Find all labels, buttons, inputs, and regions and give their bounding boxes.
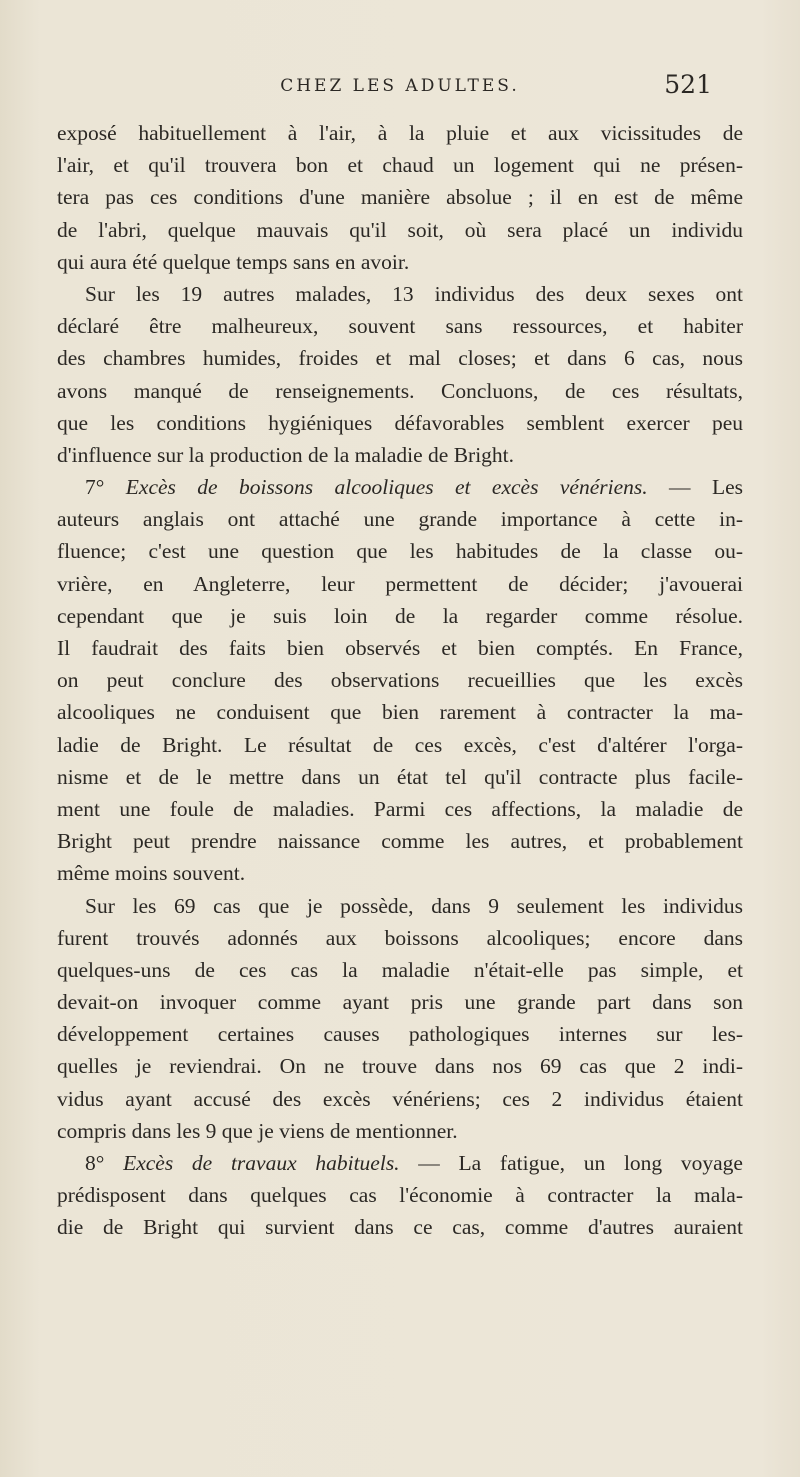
- line-text: qui aura été quelque temps sans en avoir.: [57, 249, 410, 274]
- line-text: 7°: [85, 475, 126, 500]
- text-line: [57, 278, 743, 310]
- page-header: [0, 70, 800, 106]
- text-line: [57, 503, 743, 535]
- line-text: Il faudrait des faits bien observés et bien comptés. En France,: [57, 636, 743, 660]
- line-text: Sur les 69 cas que je possède, dans 9 seulement les individus: [85, 893, 743, 918]
- line-text: déclaré être malheureux, souvent sans ressources, et habiter: [57, 314, 743, 339]
- line-text: des chambres humides, froides et mal closes; et dans 6 cas, nous: [57, 346, 743, 371]
- line-text: devait-on invoquer comme ayant pris une grande part dans son: [57, 990, 743, 1015]
- line-text: Sur les 19 autres malades, 13 individus des deux sexes ont: [85, 281, 743, 306]
- line-text: auteurs anglais ont attaché une grande importance à cette in-: [57, 507, 743, 532]
- line-text: die de Bright qui survient dans ce cas, comme d'autres auraient: [57, 1215, 743, 1240]
- line-text: même moins souvent.: [57, 861, 246, 886]
- text-line: [57, 342, 743, 374]
- text-line: [57, 246, 743, 278]
- line-text: ladie de Bright. Le résultat de ces excès, c'est d'altérer l'orga-: [57, 732, 743, 757]
- text-line: [57, 1083, 743, 1115]
- line-text: quelles je reviendrai. On ne trouve dans nos 69 cas que 2 indi-: [57, 1054, 743, 1079]
- text-line: [57, 439, 743, 471]
- text-line: [57, 825, 743, 857]
- line-text: 8°: [85, 1151, 124, 1175]
- line-text: vrière, en Angleterre, leur permettent de décider; j'avouerai: [57, 571, 743, 596]
- line-text: vidus ayant accusé des excès vénériens; ces 2 individus étaient: [57, 1086, 743, 1111]
- text-line: [57, 535, 743, 567]
- line-text: cependant que je suis loin de la regarder comme résolue.: [57, 603, 743, 628]
- text-line: [57, 1018, 743, 1050]
- text-line: [57, 761, 743, 793]
- line-text: compris dans les 9 que je viens de mentionner.: [57, 1118, 458, 1143]
- text-line: [57, 375, 743, 407]
- line-text: alcooliques ne conduisent que bien rarement à contracter la ma-: [57, 700, 743, 725]
- text-line: [57, 1211, 743, 1243]
- text-line: [57, 1050, 743, 1082]
- line-text: tera pas ces conditions d'une manière absolue ; il en est de même: [57, 185, 743, 210]
- line-text: prédisposent dans quelques cas l'économie à contracter la mala-: [57, 1183, 743, 1208]
- text-line: [57, 117, 743, 149]
- text-line: [57, 149, 743, 181]
- line-text: — La fatigue, un long voyage: [399, 1151, 743, 1175]
- page-number: 521: [664, 70, 712, 99]
- line-text: ment une foule de maladies. Parmi ces affections, la maladie de: [57, 796, 743, 821]
- text-line: [57, 1115, 743, 1147]
- text-line: [57, 310, 743, 342]
- line-text: — Les: [647, 475, 743, 500]
- text-line: [57, 632, 743, 664]
- line-text: quelques-uns de ces cas la maladie n'était-elle pas simple, et: [57, 957, 743, 982]
- text-line: [57, 407, 743, 439]
- line-text: l'air, et qu'il trouvera bon et chaud un logement qui ne présen-: [57, 153, 743, 178]
- text-line: [57, 793, 743, 825]
- text-line: [57, 214, 743, 246]
- line-text: d'influence sur la production de la maladie de Bright.: [57, 442, 515, 467]
- line-text: que les conditions hygiéniques défavorables semblent exercer peu: [57, 410, 743, 435]
- line-text: avons manqué de renseignements. Concluons, de ces résultats,: [57, 378, 743, 403]
- line-text: développement certaines causes pathologiques internes sur les-: [57, 1022, 743, 1047]
- text-line: [57, 729, 743, 761]
- text-line: [57, 471, 743, 503]
- text-line: [57, 857, 743, 889]
- line-text: fluence; c'est une question que les habitudes de la classe ou-: [57, 539, 743, 564]
- italic-heading-text: Excès de boissons alcooliques et excès vénériens.: [125, 475, 648, 500]
- line-text: nisme et de le mettre dans un état tel qu'il contracte plus facile-: [57, 764, 743, 789]
- text-line: [57, 664, 743, 696]
- text-line: [57, 1147, 743, 1179]
- text-line: [57, 890, 743, 922]
- line-text: on peut conclure des observations recueillies que les excès: [57, 668, 743, 693]
- text-line: [57, 922, 743, 954]
- text-line: [57, 986, 743, 1018]
- text-line: [57, 600, 743, 632]
- text-line: [57, 954, 743, 986]
- text-line: [57, 1179, 743, 1211]
- line-text: furent trouvés adonnés aux boissons alcooliques; encore dans: [57, 925, 743, 950]
- line-text: exposé habituellement à l'air, à la pluie et aux vicissitudes de: [57, 121, 743, 145]
- line-text: de l'abri, quelque mauvais qu'il soit, où sera placé un individu: [57, 217, 743, 242]
- line-text: Bright peut prendre naissance comme les autres, et probablement: [57, 829, 743, 854]
- body-text: [57, 117, 743, 1244]
- text-line: [57, 181, 743, 213]
- text-line: [57, 568, 743, 600]
- running-head: CHEZ LES ADULTES.: [280, 76, 520, 96]
- text-line: [57, 696, 743, 728]
- italic-heading-text: Excès de travaux habituels.: [123, 1151, 400, 1175]
